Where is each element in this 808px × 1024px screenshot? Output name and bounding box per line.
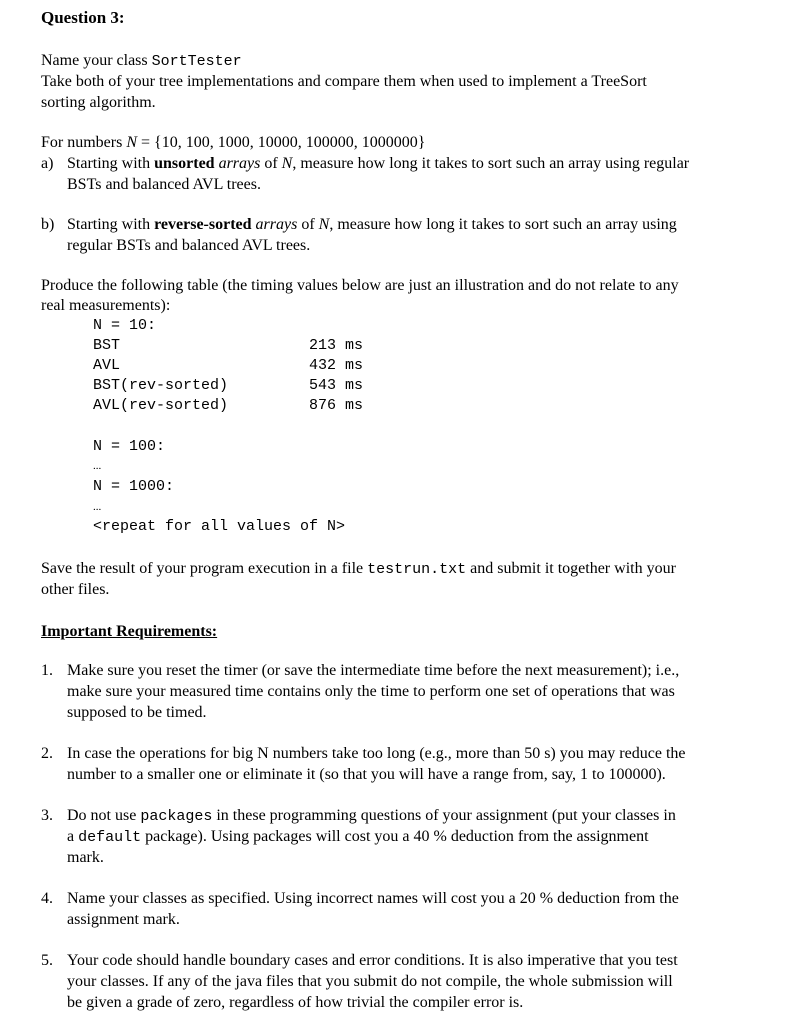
numbers-set: = {10, 100, 1000, 10000, 100000, 1000000} (137, 134, 426, 151)
table-repeat-note: <repeat for all values of N> (93, 518, 346, 535)
table-ellipsis: ... (93, 501, 102, 513)
intro-prefix: Name your class (41, 52, 152, 69)
save-text: Save the result of your program execution in a file (41, 560, 368, 577)
req-3-text: Do not use (67, 807, 141, 824)
item-b-label: b) (41, 216, 55, 233)
table-row-value: 543 ms (309, 377, 364, 394)
item-a-bold: unsorted (154, 155, 215, 172)
req-3-line-2 (67, 827, 649, 848)
class-name: SortTester (151, 53, 242, 70)
req-1-line-3: supposed to be timed. (67, 704, 207, 721)
req-1-line-2: make sure your measured time contains only the time to perform one set of operations that was (67, 683, 675, 700)
req-3-line-1 (67, 806, 676, 827)
req-3-rest: in these programming questions of your assignment (put your classes in (212, 807, 676, 824)
req-3-code-default: default (78, 829, 142, 846)
table-row-value: 876 ms (309, 397, 364, 414)
numbers-line (41, 133, 425, 153)
item-a-text: Starting with (67, 155, 155, 172)
req-5-line-1: Your code should handle boundary cases and error conditions. It is also imperative that you test (67, 952, 678, 969)
item-a-of: of (260, 155, 282, 172)
intro-line-3: sorting algorithm. (41, 94, 156, 111)
item-b-text: Starting with (67, 216, 155, 233)
req-number: 1. (41, 662, 53, 679)
req-5-line-3: be given a grade of zero, regardless of how trivial the compiler error is. (67, 994, 524, 1011)
req-4-line-1: Name your classes as specified. Using incorrect names will cost you a 20 % deduction from the (67, 890, 679, 907)
table-ellipsis: ... (93, 460, 102, 472)
requirements-heading: Important Requirements: (41, 623, 218, 640)
req-number: 4. (41, 890, 53, 907)
save-filename: testrun.txt (367, 561, 467, 578)
table-row-value: 213 ms (309, 337, 364, 354)
numbers-var: N (126, 134, 137, 151)
req-3-rest: package). Using packages will cost you a 40 % deduction from the assignment (141, 828, 649, 845)
item-b-var: N (318, 216, 330, 233)
req-number: 3. (41, 807, 53, 824)
item-a-label: a) (41, 155, 54, 172)
question-heading: Question 3: (41, 8, 125, 27)
table-n1000: N = 1000: (93, 478, 175, 495)
item-b-line-2: regular BSTs and balanced AVL trees. (67, 237, 311, 254)
item-a-var: N (281, 155, 293, 172)
req-2-line-2: number to a smaller one or eliminate it (so that you will have a range from, say, 1 to 100000). (67, 766, 666, 783)
item-b-line-1 (67, 215, 677, 235)
item-b-rest: , measure how long it takes to sort such an array using (329, 216, 677, 233)
intro-line-2: Take both of your tree implementations and compare them when used to implement a TreeSort (41, 73, 647, 90)
table-row-label: AVL(rev-sorted) (93, 397, 229, 414)
table-row-value: 432 ms (309, 357, 364, 374)
item-b-bold: reverse-sorted (154, 216, 252, 233)
table-row-label: AVL (93, 357, 121, 374)
req-3-line-3: mark. (67, 849, 104, 866)
req-2-line-1: In case the operations for big N numbers take too long (e.g., more than 50 s) you may reduce the (67, 745, 686, 762)
req-3-text: a (67, 828, 79, 845)
req-1-line-1: Make sure you reset the timer (or save the intermediate time before the next measurement); i.e., (67, 662, 680, 679)
req-4-line-2: assignment mark. (67, 911, 180, 928)
save-line-1 (41, 559, 676, 580)
save-rest: and submit it together with your (466, 560, 676, 577)
item-b-of: of (297, 216, 319, 233)
item-a-italic: arrays (214, 155, 261, 172)
table-n10: N = 10: (93, 317, 157, 334)
item-a-rest: , measure how long it takes to sort such an array using regular (292, 155, 690, 172)
req-number: 5. (41, 952, 53, 969)
req-5-line-2: your classes. If any of the java files that you submit do not compile, the whole submission will (67, 973, 673, 990)
item-a-line-2: BSTs and balanced AVL trees. (67, 176, 261, 193)
table-n100: N = 100: (93, 438, 166, 455)
table-row-label: BST (93, 337, 121, 354)
produce-line-1: Produce the following table (the timing values below are just an illustration and do not relate to any (41, 277, 679, 294)
save-line-2: other files. (41, 581, 110, 598)
item-a-line-1 (67, 154, 689, 174)
table-row-label: BST(rev-sorted) (93, 377, 229, 394)
req-3-code-packages: packages (140, 808, 213, 825)
produce-line-2: real measurements): (41, 297, 171, 314)
intro-line-1 (41, 51, 242, 72)
item-b-italic: arrays (251, 216, 298, 233)
numbers-prefix: For numbers (41, 134, 127, 151)
req-number: 2. (41, 745, 53, 762)
